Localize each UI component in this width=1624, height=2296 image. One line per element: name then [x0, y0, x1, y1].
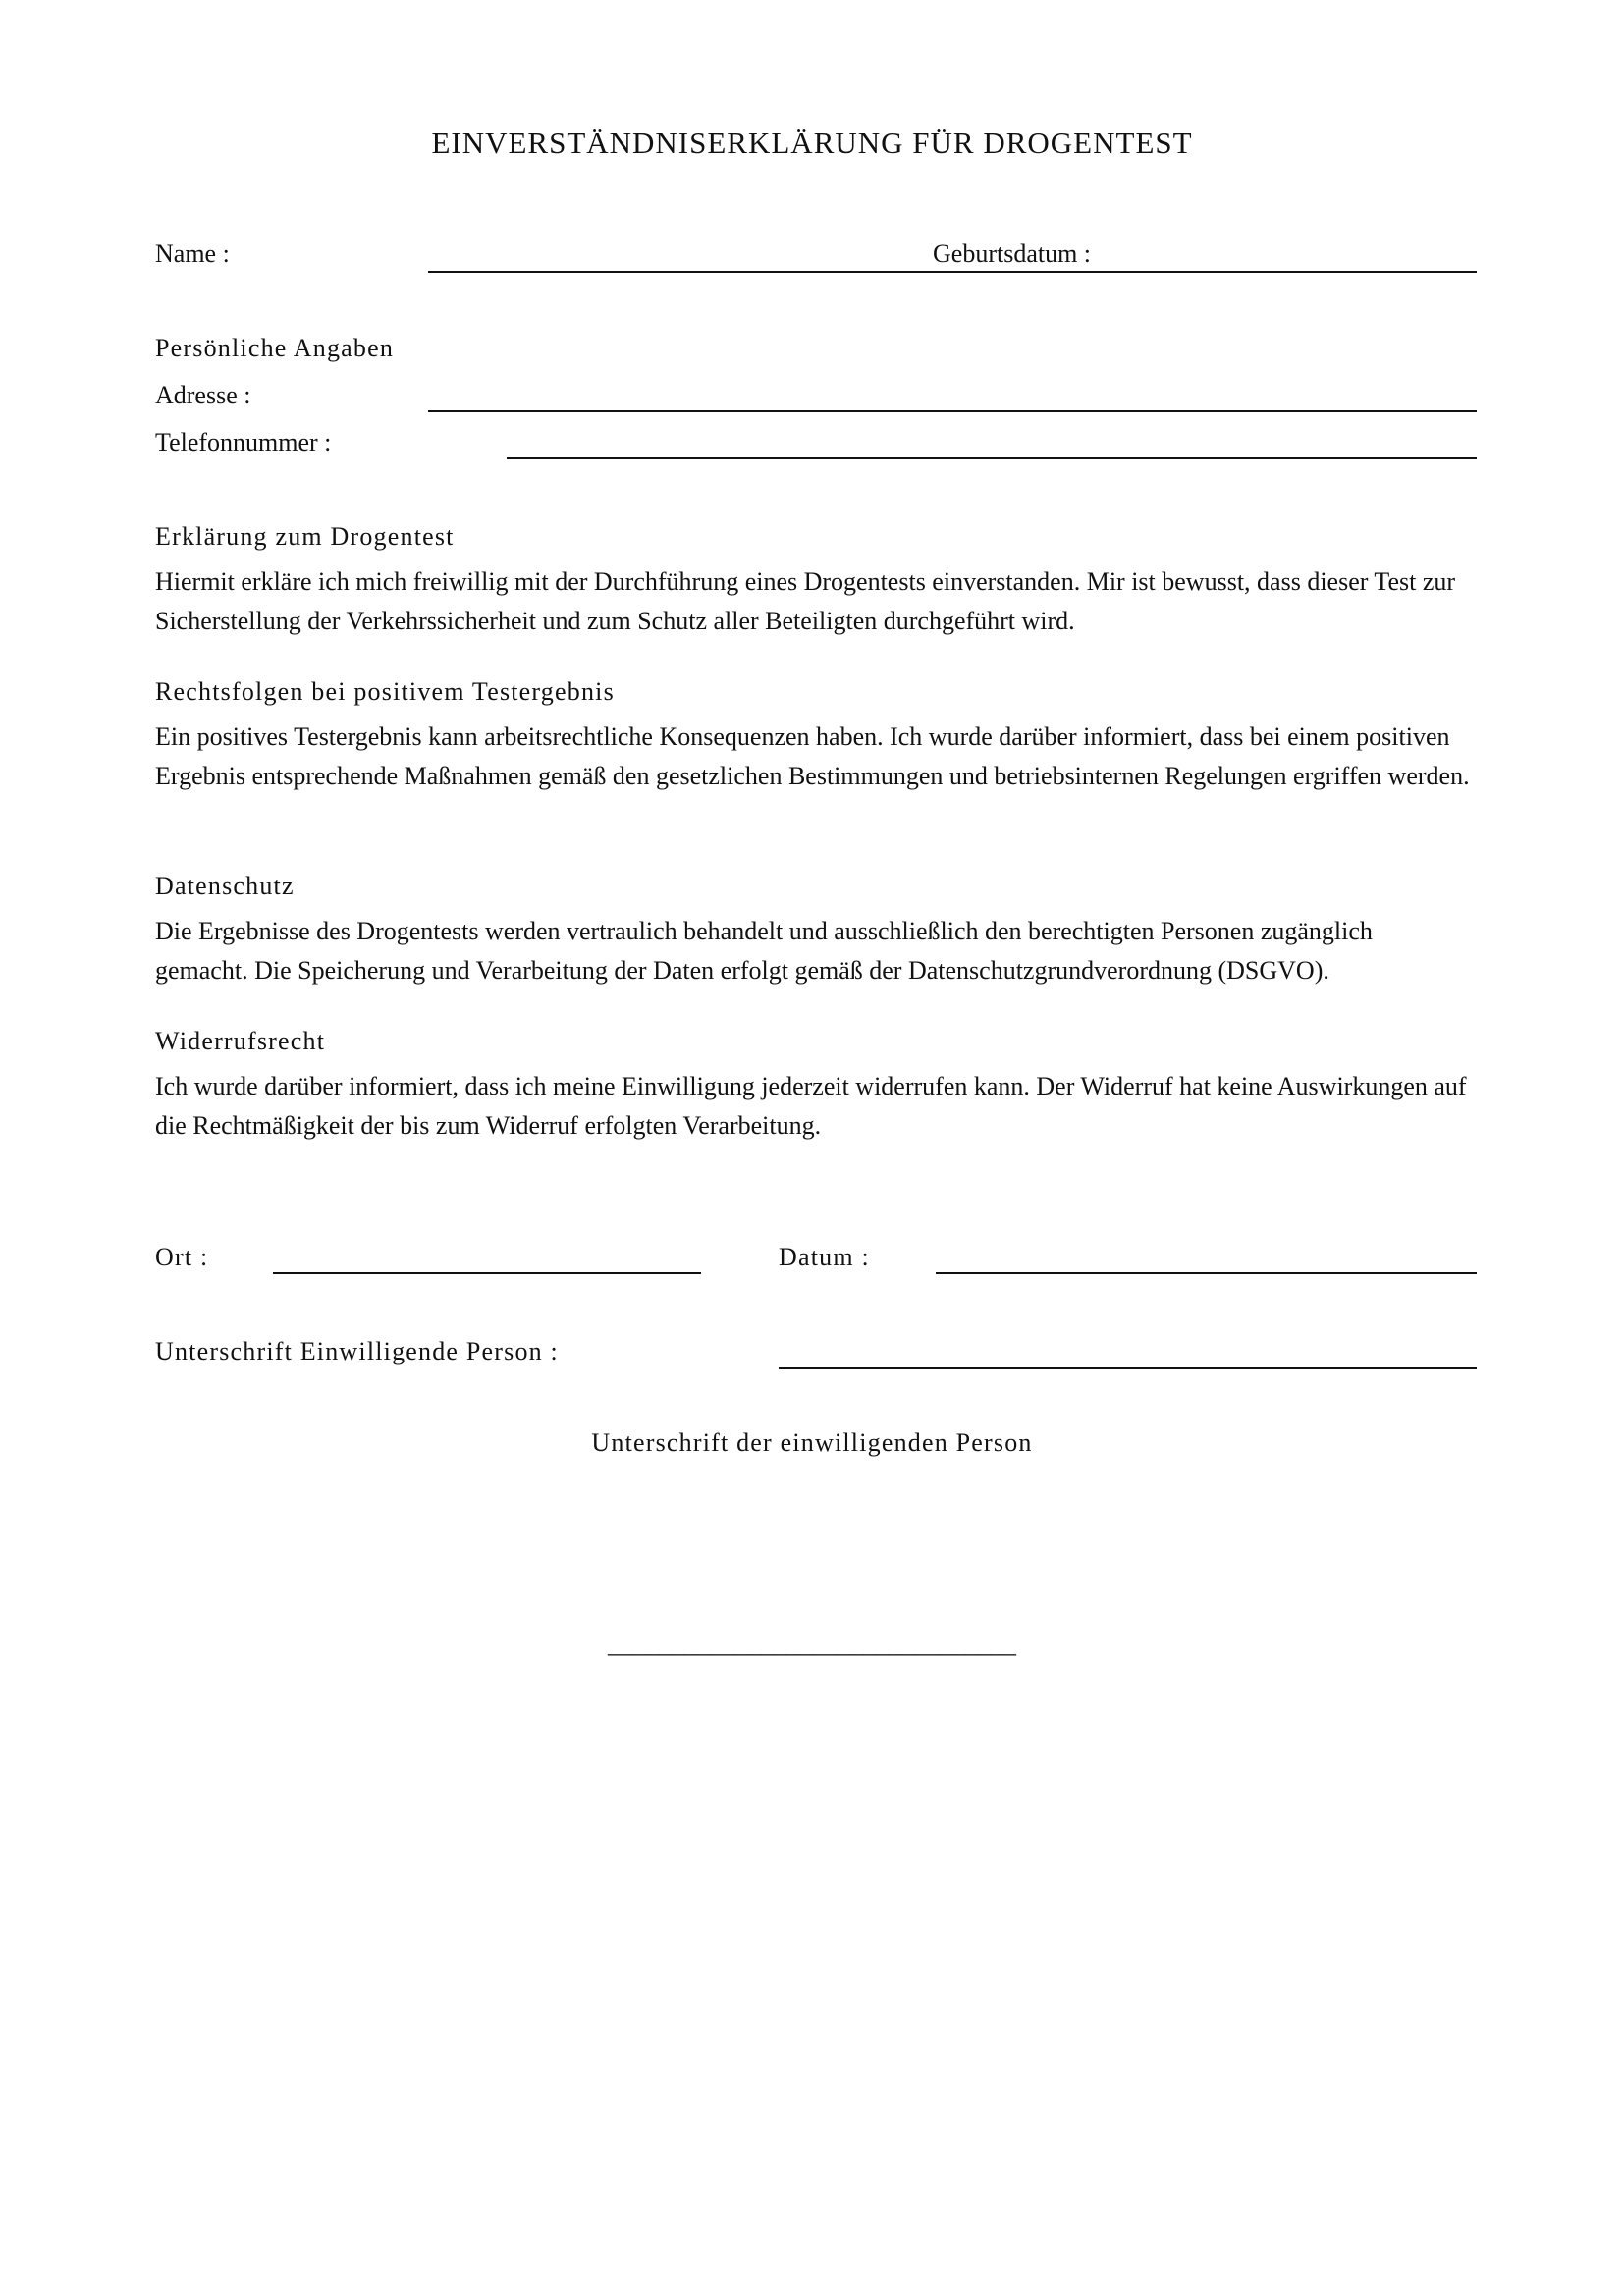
address-label: Adresse : [155, 381, 251, 409]
signature-caption: Unterschrift der einwilligenden Person [591, 1428, 1033, 1457]
date-label: Datum : [779, 1243, 870, 1271]
name-field-line[interactable] [428, 271, 1477, 273]
place-label: Ort : [155, 1243, 209, 1271]
section-declaration-heading: Erklärung zum Drogentest [155, 522, 455, 551]
birthdate-label: Geburtsdatum : [933, 240, 1092, 268]
section-legal-consequences-text: Ein positives Testergebnis kann arbeitsrechtliche Konsequenzen haben. Ich wurde darüber informiert, dass bei einem positiven Ergebnis entsprechende Maßnahmen gemäß den gesetzlichen Bestimmungen und betriebsinternen Regelungen ergriffen werden. [155, 722, 1470, 790]
signer-field-line[interactable] [779, 1367, 1477, 1369]
phone-field-line[interactable] [507, 457, 1477, 459]
section-privacy-heading: Datenschutz [155, 872, 295, 900]
name-label: Name : [155, 240, 230, 268]
section-legal-consequences-heading: Rechtsfolgen bei positivem Testergebnis [155, 677, 615, 706]
signer-label: Unterschrift Einwilligende Person : [155, 1337, 559, 1365]
section-revocation-text: Ich wurde darüber informiert, dass ich meine Einwilligung jederzeit widerrufen kann. Der Widerruf hat keine Auswirkungen auf die Rechtmäßigkeit der bis zum Widerruf erfolgten Verarbeitung. [155, 1072, 1467, 1140]
address-field-line[interactable] [428, 410, 1477, 412]
phone-label: Telefonnummer : [155, 428, 332, 456]
section-revocation-heading: Widerrufsrecht [155, 1027, 326, 1055]
section-declaration-text: Hiermit erkläre ich mich freiwillig mit der Durchführung eines Drogentests einverstanden. Mir ist bewusst, dass dieser Test zur Sicherstellung der Verkehrssicherheit und zum Schutz aller Beteiligten durchgeführt wird. [155, 567, 1456, 635]
document-title: EINVERSTÄNDNISERKLÄRUNG FÜR DROGENTEST [431, 126, 1193, 160]
section-privacy-text: Die Ergebnisse des Drogentests werden vertraulich behandelt und ausschließlich den berechtigten Personen zugänglich gemacht. Die Speicherung und Verarbeitung der Daten erfolgt gemäß der Datenschutzgrundverordnung (DSGVO). [155, 917, 1373, 985]
signature-blank-line[interactable]: ________________________________ [608, 1629, 1016, 1658]
date-field-line[interactable] [936, 1272, 1477, 1274]
place-field-line[interactable] [273, 1272, 701, 1274]
personal-info-heading: Persönliche Angaben [155, 334, 395, 362]
